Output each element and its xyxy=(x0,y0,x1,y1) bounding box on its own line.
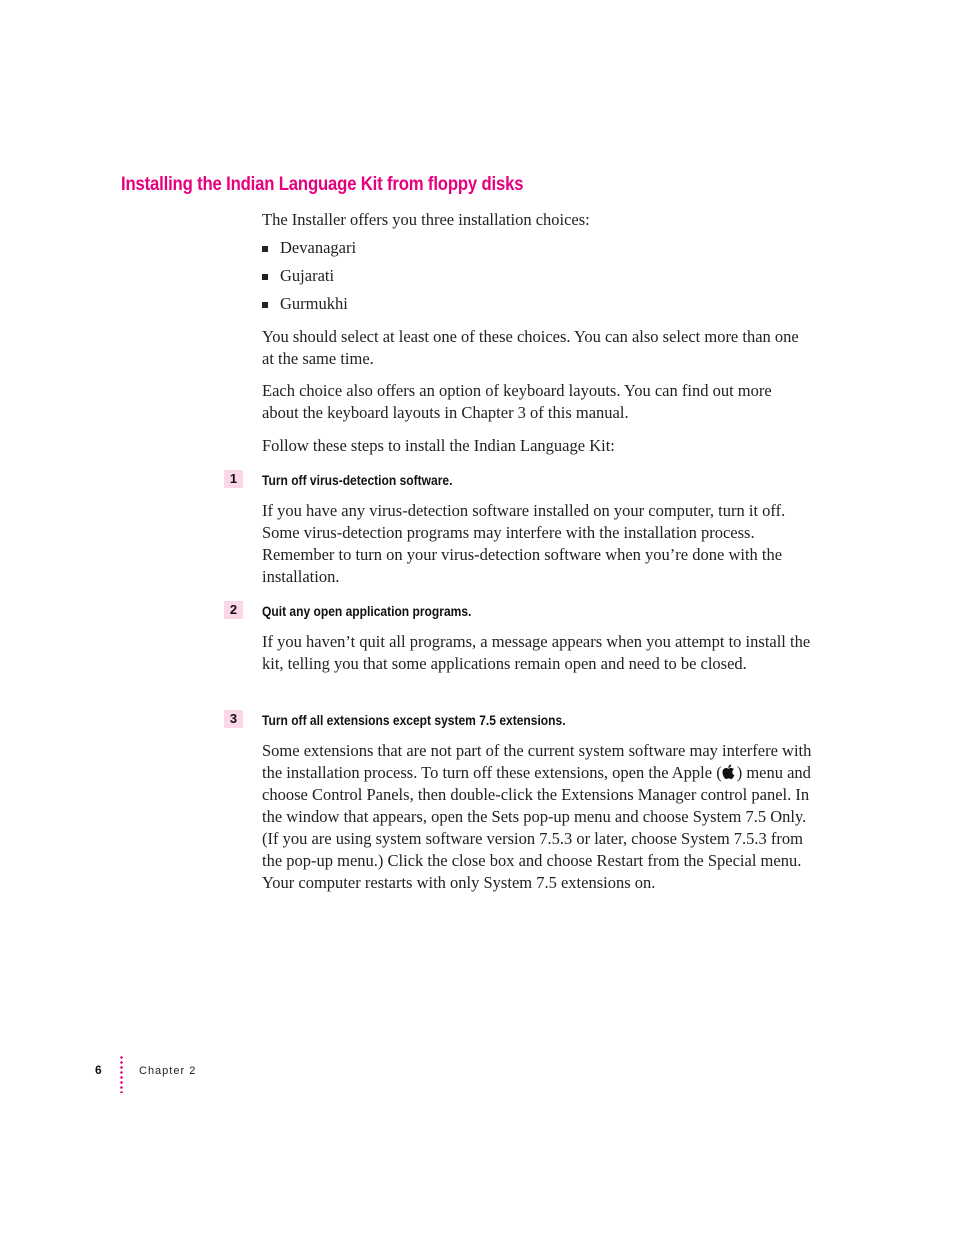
step-body xyxy=(262,740,812,894)
step-body: If you haven’t quit all programs, a message appears when you attempt to install the kit, telling you that some applications remain open and need to be closed. xyxy=(262,632,811,673)
selection-paragraph: You should select at least one of these choices. You can also select more than one at the same time. xyxy=(262,327,799,368)
bullet-icon xyxy=(262,302,268,308)
choice-label: Gujarati xyxy=(280,266,335,285)
list-item xyxy=(262,265,356,293)
step-number-badge: 1 xyxy=(224,470,243,488)
intro-text: The Installer offers you three installation choices: xyxy=(262,210,590,229)
step-number-badge: 2 xyxy=(224,601,243,619)
steps-intro-paragraph: Follow these steps to install the Indian Language Kit: xyxy=(262,436,615,455)
apple-icon xyxy=(722,763,737,780)
step-heading: Quit any open application programs. xyxy=(262,603,472,619)
chapter-label: Chapter 2 xyxy=(139,1065,197,1077)
page-title: Installing the Indian Language Kit from floppy disks xyxy=(121,174,524,195)
step-body-text-after: ) menu and choose Control Panels, then double-click the Extensions Manager control panel. In the window that appears, open the Sets pop-up menu and choose System 7.5 Only. (If you are using system software version 7.5.3 or later, choose System 7.5.3 from the pop-up menu.) Click the close box and choose Restart from the Special menu. Your computer restarts with only System 7.5 extensions on. xyxy=(262,763,811,892)
step-body-text-before: Some extensions that are not part of the current system software may interfere with the installation process. To turn off these extensions, open the Apple ( xyxy=(262,741,812,782)
installation-choices-list xyxy=(262,237,356,321)
list-item xyxy=(262,293,356,321)
choice-label: Gurmukhi xyxy=(280,294,348,313)
dotted-divider xyxy=(120,1055,123,1093)
step-heading: Turn off virus-detection software. xyxy=(262,472,453,488)
page-number: 6 xyxy=(95,1063,102,1077)
bullet-icon xyxy=(262,274,268,280)
step-number-badge: 3 xyxy=(224,710,243,728)
keyboard-layouts-paragraph: Each choice also offers an option of keyboard layouts. You can find out more about the keyboard layouts in Chapter 3 of this manual. xyxy=(262,381,772,422)
step-body: If you have any virus-detection software installed on your computer, turn it off. Some virus-detection programs may interfere with the installation process. Remember to turn on your virus-detection software when you’re done with the installation. xyxy=(262,501,786,586)
list-item xyxy=(262,237,356,265)
choice-label: Devanagari xyxy=(280,238,357,257)
bullet-icon xyxy=(262,246,268,252)
step-heading: Turn off all extensions except system 7.5 extensions. xyxy=(262,712,566,728)
